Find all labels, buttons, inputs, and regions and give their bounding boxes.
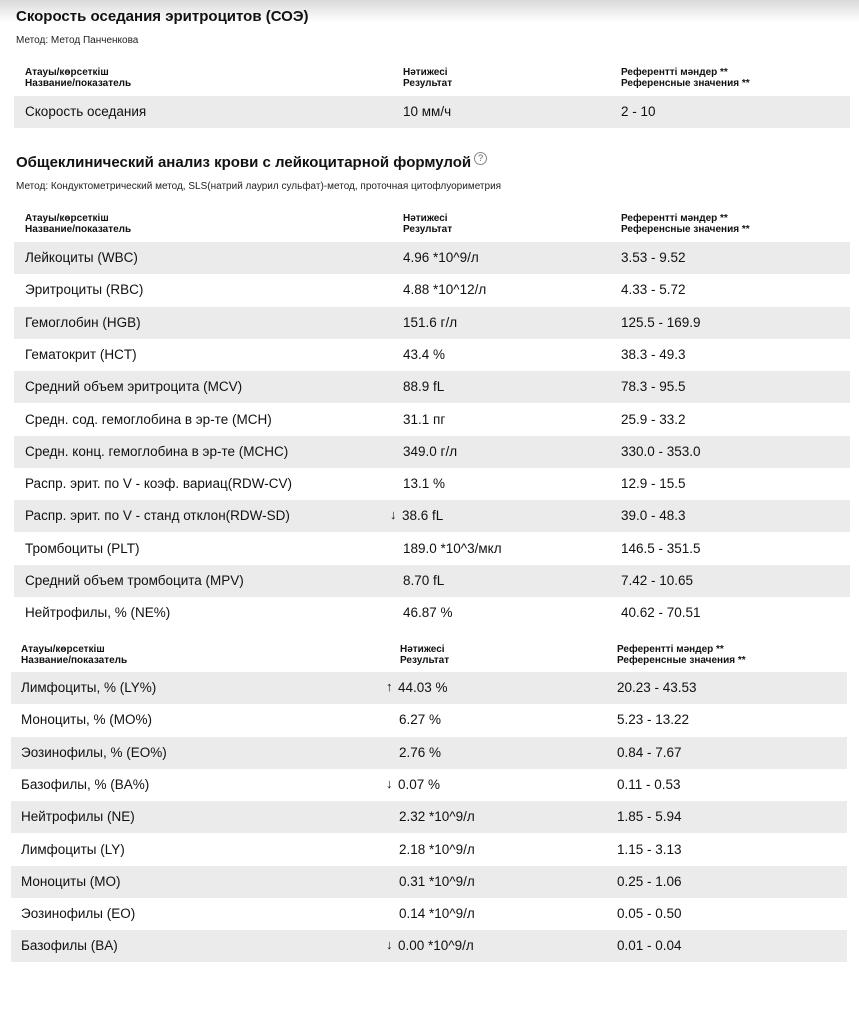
row-name: Распр. эрит. по V - коэф. вариац(RDW-CV) xyxy=(25,476,292,492)
esr-header-name: Атауы/көрсеткіш Название/показатель xyxy=(25,67,132,89)
row-name: Моноциты (MO) xyxy=(21,873,121,889)
row-name: Лимфоциты, % (LY%) xyxy=(21,680,157,695)
row-reference: 25.9 - 33.2 xyxy=(621,411,686,427)
table-row xyxy=(14,436,850,468)
row-name: Эритроциты (RBC) xyxy=(25,282,144,298)
row-reference: 0.25 - 1.06 xyxy=(617,873,682,889)
row-result: 4.88 *10^12/л xyxy=(403,282,487,298)
row-result: 2.32 *10^9/л xyxy=(399,809,475,825)
table-row xyxy=(14,468,850,500)
row-name: Нейтрофилы (NE) xyxy=(21,809,135,825)
row-name: Средний объем эритроцита (MCV) xyxy=(25,379,243,395)
row-name: Средн. сод. гемоглобина в эр-те (MCH) xyxy=(25,411,272,427)
row-reference: 0.84 - 7.67 xyxy=(617,744,682,760)
row-reference: 146.5 - 351.5 xyxy=(621,540,701,556)
table-row xyxy=(14,533,850,565)
diff-header-ref: Референтті мәндер ** Референсные значения ** xyxy=(617,644,746,666)
table-row xyxy=(11,737,847,769)
row-reference: 7.42 - 10.65 xyxy=(621,573,694,588)
arrow-down-icon: ↓ xyxy=(390,507,397,523)
row-name: Базофилы, % (BA%) xyxy=(21,776,150,792)
row-result: 151.6 г/л xyxy=(403,314,458,330)
arrow-down-icon: ↓ xyxy=(386,937,393,953)
row-reference: 12.9 - 15.5 xyxy=(621,476,686,492)
arrow-up-icon: ↑ xyxy=(386,679,393,694)
row-reference: 78.3 - 95.5 xyxy=(621,379,686,395)
esr-header-ref: Референтті мәндер ** Референсные значения ** xyxy=(621,67,750,89)
table-row xyxy=(14,597,850,629)
table-row xyxy=(14,274,850,306)
row-result: 189.0 *10^3/мкл xyxy=(403,540,502,556)
row-name: Моноциты, % (MO%) xyxy=(21,712,153,728)
row-result: 38.6 fL xyxy=(402,508,444,524)
esr-header-result: Нәтижесі Результат xyxy=(403,67,453,89)
diff-header-name: Атауы/көрсеткіш Название/показатель xyxy=(21,644,128,666)
help-icon[interactable]: ? xyxy=(474,152,487,165)
row-reference: 38.3 - 49.3 xyxy=(621,346,686,362)
row-reference: 40.62 - 70.51 xyxy=(621,605,701,621)
table-row xyxy=(14,339,850,371)
arrow-down-icon: ↓ xyxy=(386,775,393,791)
row-name: Средн. конц. гемоглобина в эр-те (MCHC) xyxy=(25,443,289,459)
table-row xyxy=(11,672,847,704)
diff-header-result: Нәтижесі Результат xyxy=(400,644,450,666)
cbc-header-result: Нәтижесі Результат xyxy=(403,213,453,235)
table-row xyxy=(11,898,847,930)
table-row xyxy=(11,930,847,962)
row-name: Нейтрофилы, % (NE%) xyxy=(25,605,171,621)
row-result: 44.03 % xyxy=(398,680,448,695)
row-reference: 0.01 - 0.04 xyxy=(617,938,682,954)
row-result: 31.1 пг xyxy=(403,411,446,427)
table-row xyxy=(14,307,850,339)
table-row xyxy=(14,404,850,436)
table-row xyxy=(14,242,850,274)
row-result: 0.31 *10^9/л xyxy=(399,873,475,889)
cbc-title: Общеклинический анализ крови с лейкоцитарной формулой ? xyxy=(16,154,487,171)
row-name: Эозинофилы, % (EO%) xyxy=(21,744,167,760)
row-reference: 330.0 - 353.0 xyxy=(621,443,701,459)
table-row xyxy=(11,866,847,898)
row-result: 43.4 % xyxy=(403,346,446,362)
row-result: 46.87 % xyxy=(403,605,453,621)
row-result: 10 мм/ч xyxy=(403,104,452,119)
row-name: Средний объем тромбоцита (MPV) xyxy=(25,573,244,588)
table-row xyxy=(14,500,850,532)
row-name: Скорость оседания xyxy=(25,104,147,119)
table-row xyxy=(14,565,850,597)
row-reference: 1.15 - 3.13 xyxy=(617,841,682,857)
row-result: 88.9 fL xyxy=(403,379,445,395)
row-name: Эозинофилы (EO) xyxy=(21,906,136,922)
row-reference: 4.33 - 5.72 xyxy=(621,282,686,298)
table-row xyxy=(11,834,847,866)
row-result: 349.0 г/л xyxy=(403,443,458,459)
row-reference: 0.11 - 0.53 xyxy=(617,776,681,792)
row-result: 4.96 *10^9/л xyxy=(403,250,479,265)
row-name: Лимфоциты (LY) xyxy=(21,841,125,857)
table-row xyxy=(11,769,847,801)
esr-method: Метод: Метод Панченкова xyxy=(16,35,139,46)
row-reference: 39.0 - 48.3 xyxy=(621,508,686,524)
row-result: 0.00 *10^9/л xyxy=(398,938,474,954)
row-reference: 20.23 - 43.53 xyxy=(617,680,697,695)
row-reference: 2 - 10 xyxy=(621,104,656,119)
row-name: Гематокрит (HCT) xyxy=(25,346,137,362)
table-row xyxy=(14,96,850,128)
row-name: Лейкоциты (WBC) xyxy=(25,250,138,265)
row-reference: 125.5 - 169.9 xyxy=(621,314,701,330)
row-reference: 3.53 - 9.52 xyxy=(621,250,686,265)
row-result: 8.70 fL xyxy=(403,573,445,588)
row-name: Базофилы (BA) xyxy=(21,938,118,954)
row-result: 6.27 % xyxy=(399,712,442,728)
row-result: 2.76 % xyxy=(399,744,442,760)
table-row xyxy=(11,801,847,833)
cbc-method: Метод: Кондуктометрический метод, SLS(натрий лаурил сульфат)-метод, проточная цитофлуориметрия xyxy=(16,181,502,192)
row-result: 0.07 % xyxy=(398,776,441,792)
table-row xyxy=(14,371,850,403)
row-name: Гемоглобин (HGB) xyxy=(25,314,141,330)
row-result: 0.14 *10^9/л xyxy=(399,906,475,922)
row-result: 13.1 % xyxy=(403,476,446,492)
esr-title: Скорость оседания эритроцитов (СОЭ) xyxy=(16,8,309,25)
row-reference: 0.05 - 0.50 xyxy=(617,906,682,922)
cbc-header-name: Атауы/көрсеткіш Название/показатель xyxy=(25,213,132,235)
row-reference: 5.23 - 13.22 xyxy=(617,712,690,728)
row-name: Распр. эрит. по V - станд отклон(RDW-SD) xyxy=(25,508,290,524)
row-reference: 1.85 - 5.94 xyxy=(617,809,682,825)
row-result: 2.18 *10^9/л xyxy=(399,841,475,857)
row-name: Тромбоциты (PLT) xyxy=(25,540,140,556)
table-row xyxy=(11,704,847,736)
cbc-header-ref: Референтті мәндер ** Референсные значения ** xyxy=(621,213,750,235)
